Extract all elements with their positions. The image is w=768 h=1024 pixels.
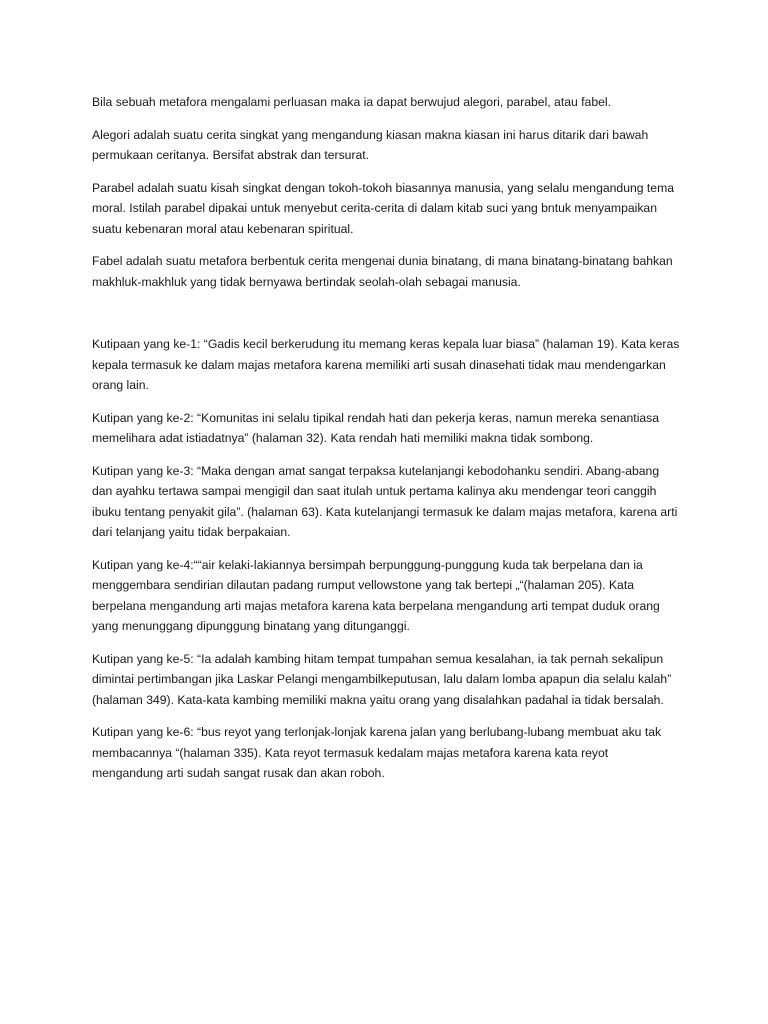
intro-paragraph-1: Bila sebuah metafora mengalami perluasan maka ia dapat berwujud alegori, parabel, atau fabel.	[92, 95, 611, 109]
quote-paragraph-1: Kutipaan yang ke-1: “Gadis kecil berkerudung itu memang keras kepala luar biasa” (halaman 19). Kata keras kepala termasuk ke dalam majas metafora karena memiliki arti susah dinasehati tidak mau mendengarkan orang lain.	[92, 337, 680, 392]
quote-paragraph-3: Kutipan yang ke-3: “Maka dengan amat sangat terpaksa kutelanjangi kebodohanku sendiri. Abang-abang dan ayahku tertawa sampai mengigil dan saat itulah untuk pertama kalinya aku mendengar teori canggih ibuku tentang penyakit gila”. (halaman 63). Kata kutelanjangi termasuk ke dalam majas metafora, karena arti dari telanjang yaitu tidak berpakaian.	[92, 463, 678, 539]
alegori-paragraph: Alegori adalah suatu cerita singkat yang mengandung kiasan makna kiasan ini harus ditarik dari bawah permukaan ceritanya. Bersifat abstrak dan tersurat.	[92, 127, 649, 162]
quote-paragraph-2: Kutipan yang ke-2: “Komunitas ini selalu tipikal rendah hati dan pekerja keras, namun mereka senantiasa memelihara adat istiadatnya” (halaman 32). Kata rendah hati memiliki makna tidak sombong.	[92, 410, 660, 445]
quote-paragraph-6: Kutipan yang ke-6: “bus reyot yang terlonjak-lonjak karena jalan yang berlubang-lubang membuat aku tak membacannya “(halaman 335). Kata reyot termasuk kedalam majas metafora karena kata reyot mengandung arti sudah sangat rusak dan akan roboh.	[92, 725, 662, 780]
document-body	[92, 92, 682, 796]
parabel-paragraph: Parabel adalah suatu kisah singkat dengan tokoh-tokoh biasannya manusia, yang selalu mengandung tema moral. Istilah parabel dipakai untuk menyebut cerita-cerita di dalam kitab suci yang bntuk menyampaikan suatu kebenaran moral atau kebenaran spiritual.	[92, 180, 675, 236]
quote-paragraph-5: Kutipan yang ke-5: “Ia adalah kambing hitam tempat tumpahan semua kesalahan, ia tak pernah sekalipun dimintai pertimbangan jika Laskar Pelangi mengambilkeputusan, lalu dalam lomba apapun dia selalu kalah” (halaman 349). Kata-kata kambing memiliki makna yaitu orang yang disalahkan padahal ia tidak bersalah.	[92, 651, 672, 707]
quote-paragraph-4: Kutipan yang ke-4:““air kelaki-lakiannya bersimpah berpunggung-punggung kuda tak berpelana dan ia menggembara sendirian dilautan padang rumput vellowstone yang tak bertepi „“(halaman 205). Kata berpelana mengandung arti majas metafora karena kata berpelana mengandung arti tempat duduk orang yang menunggang dipunggung binatang yang ditunganggi.	[92, 557, 660, 633]
section-gap	[92, 304, 682, 334]
fabel-paragraph: Fabel adalah suatu metafora berbentuk cerita mengenai dunia binatang, di mana binatang-binatang bahkan makhluk-makhluk yang tidak bernyawa bertindak seolah-olah sebagai manusia.	[92, 254, 673, 289]
